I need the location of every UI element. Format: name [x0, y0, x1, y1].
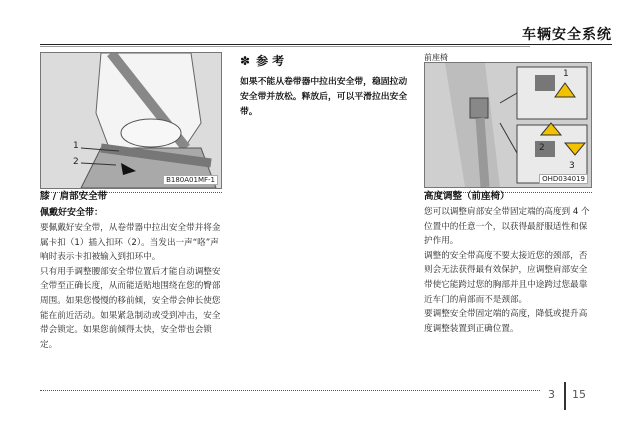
note-marker-icon: ✽: [240, 53, 251, 68]
height-adjust-drawing: [425, 63, 591, 187]
left-paragraph-2: 只有用手调整腰部安全带位置后才能自动调整安全带至正确长度，从而能适贴地围绕在您的臀部周围。如果您慢慢的移前倾，安全带会伸长使您能在前近活动。如果紧急制动或受到冲击，安全带会锁定。如果您前倾得太快，安全带也会锁定。: [40, 266, 221, 350]
header-rule: [40, 44, 612, 45]
seatbelt-fasten-drawing: [41, 53, 221, 188]
footer-divider: [564, 382, 566, 410]
callout-r3: 3: [569, 161, 575, 171]
left-section-body: [40, 221, 224, 352]
height-adjust-illustration: [424, 62, 592, 188]
page-header-title: 车辆安全系统: [522, 27, 612, 43]
right-section-heading: 高度调整（前座椅）: [424, 191, 510, 202]
callout-r2: 2: [539, 143, 545, 153]
seatbelt-fasten-illustration: [40, 52, 222, 189]
right-section-body: [424, 205, 594, 336]
note-title: 参考: [256, 54, 289, 68]
right-paragraph-1: 您可以调整肩部安全带固定端的高度到 4 个位置中的任意一个，以获得最舒服适性和保护作用。: [424, 207, 590, 247]
callout-1: 1: [73, 141, 79, 151]
callout-2: 2: [73, 157, 79, 167]
figure-image-id: OHD034019: [539, 174, 588, 184]
left-paragraph-1: 要佩戴好安全带，从卷带器中拉出安全带并将金属卡扣（1）插入扣环（2）。当发出一声“咯”声响时表示卡扣被输入到扣环中。: [40, 223, 221, 263]
section-number: 3: [548, 388, 555, 401]
right-paragraph-2: 调整的安全带高度不要太接近您的颈部，否则会无法获得最有效保护，应调整肩部安全带使它能跨过您的胸部并且中途跨过您最靠近车门的肩部而不是颈部。: [424, 250, 588, 305]
left-section-subheading: 佩戴好安全带：: [40, 208, 104, 218]
page-number: 15: [572, 388, 586, 401]
figure-image-id: B180A01MF-1: [163, 175, 218, 185]
callout-r1: 1: [563, 69, 569, 79]
note-box: [240, 52, 410, 120]
header-rule-thin: [40, 46, 530, 47]
right-paragraph-3: 要调整安全带固定端的高度，降低或提升高度调整装置到正确位置。: [424, 309, 588, 334]
right-figure-label: 前座椅: [424, 53, 448, 62]
left-section-heading: 膝 / 肩部安全带: [40, 191, 108, 202]
note-header: [240, 52, 410, 69]
footer-rule: [40, 390, 540, 391]
note-text: 如果不能从卷带器中拉出安全带，稳固拉动安全带并放松。释放后，可以平滑拉出安全带。: [240, 77, 408, 117]
